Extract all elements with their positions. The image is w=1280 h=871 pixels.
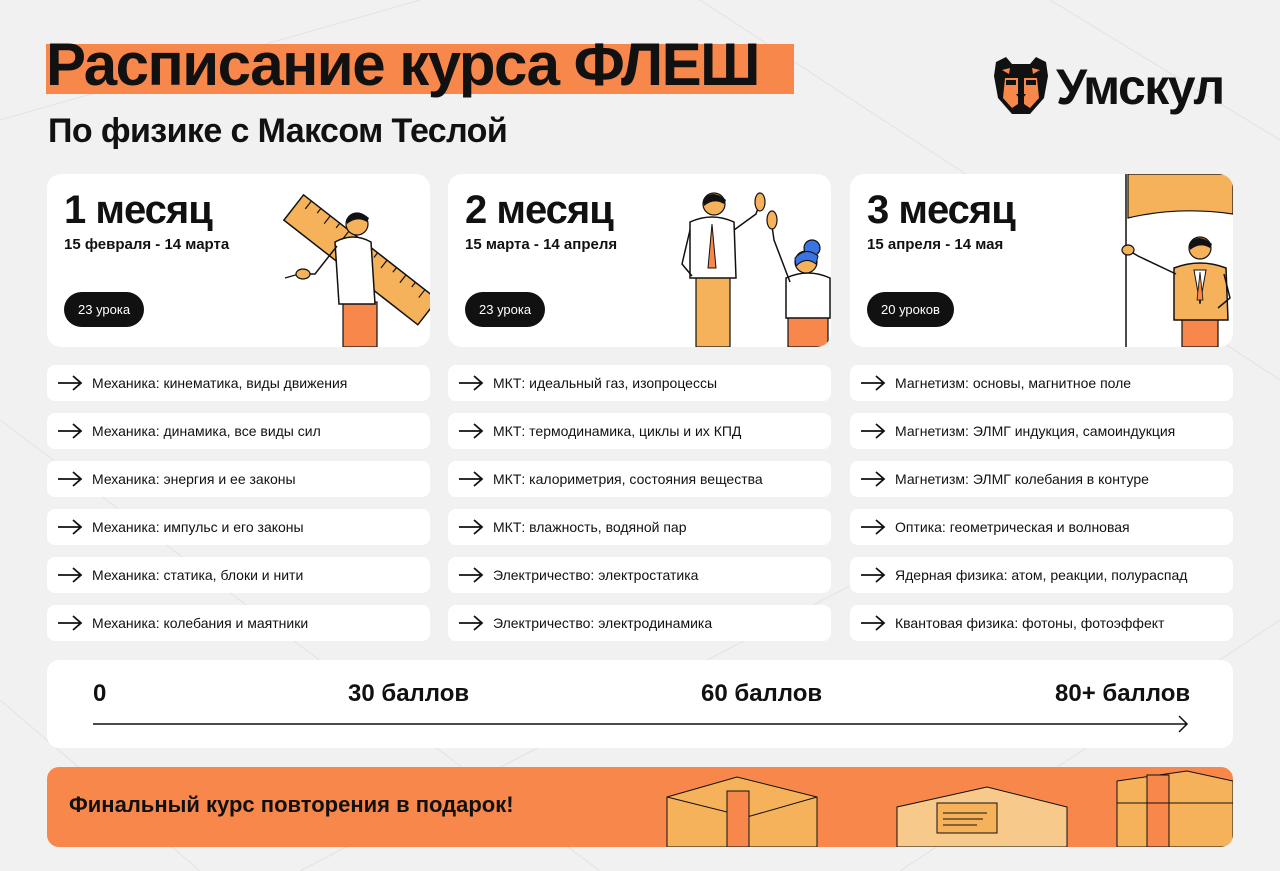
arrow-right-icon: [860, 471, 886, 487]
topic-item: [850, 509, 1233, 545]
topic-label: МКТ: термодинамика, циклы и их КПД: [493, 423, 742, 439]
topic-item: [850, 413, 1233, 449]
arrow-right-icon: [458, 615, 484, 631]
month-title: 3 месяц: [867, 188, 1015, 232]
topic-label: МКТ: идеальный газ, изопроцессы: [493, 375, 718, 391]
scale-arrow-icon: [91, 714, 1191, 734]
scale-tick: 60 баллов: [701, 680, 823, 707]
score-scale: [47, 660, 1233, 748]
topic-item: [448, 605, 831, 641]
topic-item: [47, 509, 430, 545]
topic-label: Механика: энергия и ее законы: [92, 471, 296, 487]
month-card-3: [850, 174, 1233, 347]
topic-label: Механика: кинематика, виды движения: [92, 375, 348, 391]
arrow-right-icon: [458, 519, 484, 535]
topic-item: [850, 461, 1233, 497]
logo-text: Умскул: [1056, 59, 1224, 115]
month-title: 2 месяц: [465, 188, 613, 232]
topic-item: [47, 461, 430, 497]
lessons-badge: 23 урока: [64, 292, 144, 327]
arrow-right-icon: [57, 519, 83, 535]
topic-label: Механика: динамика, все виды сил: [92, 423, 321, 439]
topic-label: Механика: статика, блоки и нити: [92, 567, 304, 583]
arrow-right-icon: [860, 375, 886, 391]
month-dates: 15 февраля - 14 марта: [64, 236, 230, 253]
topic-item: [47, 413, 430, 449]
page-subtitle: По физике с Максом Теслой: [48, 112, 508, 150]
man-with-flag-illustration: [1058, 174, 1233, 347]
arrow-right-icon: [860, 519, 886, 535]
topic-label: Электричество: электродинамика: [493, 615, 713, 631]
arrow-right-icon: [458, 423, 484, 439]
topic-label: МКТ: калориметрия, состояния вещества: [493, 471, 763, 487]
topic-label: МКТ: влажность, водяной пар: [493, 519, 687, 535]
topic-label: Магнетизм: основы, магнитное поле: [895, 375, 1132, 391]
title-block: [46, 30, 759, 100]
arrow-right-icon: [57, 423, 83, 439]
gift-banner: [47, 767, 1233, 847]
topic-label: Механика: импульс и его законы: [92, 519, 304, 535]
topic-item: [448, 509, 831, 545]
scale-tick: 30 баллов: [348, 680, 470, 707]
month-card-1: [47, 174, 430, 347]
topic-item: [850, 557, 1233, 593]
topic-label: Магнетизм: ЭЛМГ колебания в контуре: [895, 471, 1149, 487]
topic-label: Механика: колебания и маятники: [92, 615, 309, 631]
arrow-right-icon: [57, 567, 83, 583]
topic-label: Квантовая физика: фотоны, фотоэффект: [895, 615, 1165, 631]
topic-label: Магнетизм: ЭЛМГ индукция, самоиндукция: [895, 423, 1176, 439]
banner-text: Финальный курс повторения в подарок!: [69, 792, 514, 817]
topic-label: Электричество: электростатика: [493, 567, 699, 583]
man-with-ruler-illustration: [255, 174, 430, 347]
lessons-badge: 20 уроков: [867, 292, 954, 327]
arrow-right-icon: [860, 615, 886, 631]
topic-item: [47, 365, 430, 401]
arrow-right-icon: [57, 615, 83, 631]
month-dates: 15 апреля - 14 мая: [867, 236, 1004, 253]
brand-logo: [990, 54, 1224, 120]
topic-item: [47, 557, 430, 593]
scale-tick: 0: [93, 680, 107, 707]
arrow-right-icon: [458, 375, 484, 391]
topic-item: [47, 605, 430, 641]
topic-item: [448, 461, 831, 497]
topic-item: [448, 557, 831, 593]
page-title: Расписание курса ФЛЕШ: [46, 31, 759, 98]
arrow-right-icon: [458, 471, 484, 487]
month-title: 1 месяц: [64, 188, 212, 232]
topic-item: [448, 413, 831, 449]
gift-boxes-icon: [647, 767, 1233, 847]
arrow-right-icon: [458, 567, 484, 583]
month-card-2: [448, 174, 831, 347]
topic-label: Оптика: геометрическая и волновая: [895, 519, 1130, 535]
arrow-right-icon: [860, 423, 886, 439]
lessons-badge: 23 урока: [465, 292, 545, 327]
topic-item: [850, 605, 1233, 641]
tiger-head-icon: [990, 54, 1052, 120]
scale-tick: 80+ баллов: [1055, 680, 1191, 707]
month-dates: 15 марта - 14 апреля: [465, 236, 618, 253]
arrow-right-icon: [57, 471, 83, 487]
topic-label: Ядерная физика: атом, реакции, полураспад: [895, 567, 1188, 583]
topic-item: [850, 365, 1233, 401]
topic-item: [448, 365, 831, 401]
high-five-illustration: [656, 174, 831, 347]
arrow-right-icon: [860, 567, 886, 583]
arrow-right-icon: [57, 375, 83, 391]
